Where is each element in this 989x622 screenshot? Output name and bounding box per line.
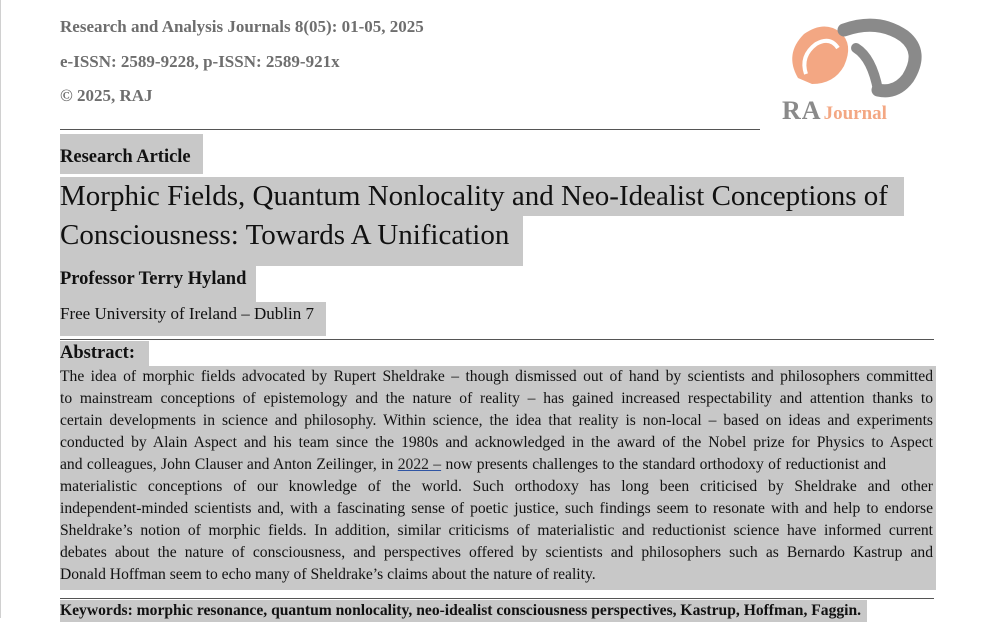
- author-affiliation: Free University of Ireland – Dublin 7: [60, 302, 326, 336]
- abstract-body: [60, 366, 936, 590]
- abstract-line-5-start: and colleagues, John Clauser and Anton Zeilinger, in: [60, 456, 394, 473]
- article-type-label: Research Article: [60, 134, 203, 174]
- title-line-1: Morphic Fields, Quantum Nonlocality and Neo-Idealist Conceptions of: [60, 177, 904, 216]
- issn-line: e-ISSN: 2589-9228, p-ISSN: 2589-921x: [60, 52, 340, 71]
- abstract-line-6: materialistic conceptions of our knowledge of the world. Such orthodoxy has long been criticised by Sheldrake and other: [60, 478, 933, 495]
- header-divider: [60, 129, 760, 130]
- logo-wordmark: [782, 96, 887, 126]
- abstract-line-4: conducted by Alain Aspect and his team since the 1980s and acknowledged in the award of the Nobel prize for Physics to Aspect: [60, 434, 933, 451]
- logo-ra-text: RA: [782, 96, 822, 125]
- keywords-line: Keywords: morphic resonance, quantum nonlocality, neo-idealist consciousness perspectives, Kastrup, Hoffman, Faggin.: [60, 600, 867, 622]
- copyright-line: © 2025, RAJ: [60, 86, 153, 105]
- abstract-line-2: to mainstream conceptions of epistemology and the nature of reality – has gained increased respectability and attention thanks to: [60, 390, 933, 407]
- abstract-line-5: [60, 454, 933, 476]
- abstract-heading: Abstract:: [60, 341, 149, 368]
- journal-citation: Research and Analysis Journals 8(05): 01-05, 2025: [60, 17, 424, 36]
- author-name: Professor Terry Hyland: [60, 266, 256, 302]
- abstract-divider: [60, 339, 934, 340]
- logo-journal-text: Journal: [823, 103, 887, 124]
- year-link[interactable]: 2022 –: [397, 456, 442, 473]
- abstract-line-1: The idea of morphic fields advocated by Rupert Sheldrake – though dismissed out of hand by scientists and philosophers committed: [60, 368, 933, 385]
- abstract-line-10: Donald Hoffman seem to echo many of Sheldrake’s claims about the nature of reality.: [60, 564, 600, 586]
- title-line-2: Consciousness: Towards A Unification: [60, 216, 523, 266]
- page-edge: [0, 0, 1, 618]
- article-title: [60, 177, 904, 266]
- abstract-line-7: independent-minded scientists and, with a fascinating sense of poetic justice, such findings seem to resonate with and help to endorse: [60, 500, 933, 517]
- abstract-line-9: debates about the nature of consciousness, and perspectives offered by scientists and philosophers such as Bernardo Kastrup and: [60, 544, 933, 561]
- abstract-line-5-end: now presents challenges to the standard orthodoxy of reductionist and: [445, 456, 887, 473]
- abstract-line-3: certain developments in science and philosophy. Within science, the idea that reality is non-local – based on ideas and experiments: [60, 412, 933, 429]
- abstract-line-8: Sheldrake’s notion of morphic fields. In addition, similar criticisms of materialistic and reductionist science have informed current: [60, 522, 933, 539]
- keywords-divider: [60, 598, 934, 599]
